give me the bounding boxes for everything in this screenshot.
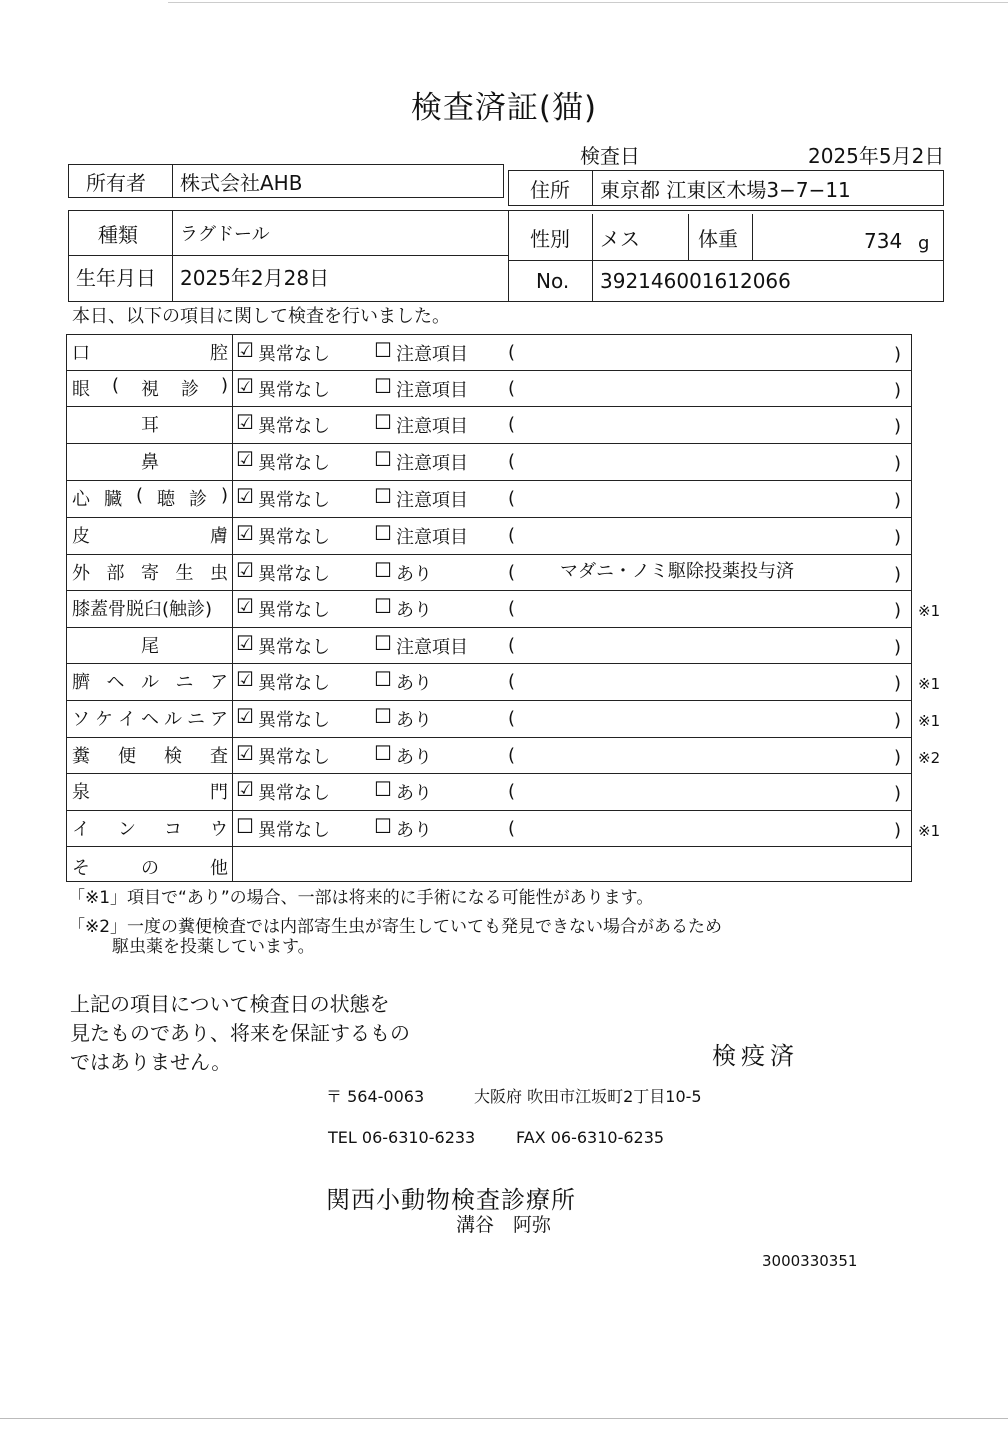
row-label-char: ル	[164, 709, 182, 730]
normal-option: 異常なし	[258, 453, 330, 474]
row-label	[66, 448, 232, 474]
doctor-name: 溝谷 阿弥	[456, 1214, 552, 1236]
checked-box-icon[interactable]: ☑	[236, 667, 254, 691]
alt-option: あり	[396, 747, 432, 768]
row-divider	[66, 554, 912, 555]
normal-option: 異常なし	[258, 600, 330, 621]
row-label-char: 聴	[156, 489, 175, 510]
row-label	[66, 632, 232, 658]
row-label-char: ウ	[210, 819, 228, 840]
close-paren: )	[894, 453, 902, 474]
intro-text: 本日、以下の項目に関して検査を行いました。	[72, 306, 450, 327]
checked-box-icon[interactable]: ☑	[236, 741, 254, 765]
breed-value: ラグドール	[180, 224, 270, 245]
checked-box-icon[interactable]: ☑	[236, 521, 254, 545]
row-label-char: 便	[118, 746, 136, 767]
divider	[592, 214, 593, 302]
close-paren: )	[894, 527, 902, 548]
exam-date-label: 検査日	[580, 144, 640, 168]
checked-box-icon[interactable]: ☑	[236, 447, 254, 471]
top-edge-line	[168, 2, 1008, 3]
row-label-char: 膝蓋骨脱臼(触診)	[72, 599, 213, 620]
open-paren: (	[508, 818, 516, 839]
alt-option: 注意項目	[396, 453, 468, 474]
normal-option: 異常なし	[258, 710, 330, 731]
row-label-char: 外	[72, 563, 90, 584]
checked-box-icon[interactable]: ☑	[236, 338, 254, 362]
footnote-2-cont: 駆虫薬を投薬しています。	[112, 937, 315, 957]
open-paren: (	[508, 488, 516, 509]
row-label-char: ル	[141, 672, 159, 693]
row-divider	[66, 737, 912, 738]
row-label-char: 臓	[103, 489, 122, 510]
checked-box-icon[interactable]: ☑	[236, 777, 254, 801]
divider	[508, 210, 509, 302]
note-mark: ※1	[918, 675, 941, 693]
alt-option: あり	[396, 600, 432, 621]
normal-option: 異常なし	[258, 490, 330, 511]
address-value: 東京都 江東区木場3−7−11	[600, 177, 851, 202]
row-label-char: 虫	[210, 563, 228, 584]
row-label	[66, 559, 232, 585]
row-label-char: 診	[180, 379, 199, 400]
row-label-char: 視	[141, 379, 159, 400]
close-paren: )	[894, 490, 902, 511]
disclaimer-line: 上記の項目について検査日の状態を	[70, 992, 390, 1016]
weight-unit: g	[918, 232, 930, 254]
close-paren: )	[894, 416, 902, 437]
breed-label: 種類	[98, 222, 138, 247]
divider	[172, 210, 173, 302]
row-label-char: 泉	[72, 782, 90, 803]
divider	[592, 170, 593, 206]
alt-option: 注意項目	[396, 380, 468, 401]
birth-label: 生年月日	[76, 265, 156, 290]
row-label-char: (	[111, 375, 120, 396]
row-label-char: 他	[210, 858, 228, 879]
note-mark: ※1	[918, 602, 941, 620]
row-label-char: イ	[72, 819, 90, 840]
row-divider	[66, 700, 912, 701]
normal-option: 異常なし	[258, 416, 330, 437]
close-paren: )	[894, 344, 902, 365]
checked-box-icon[interactable]: ☑	[236, 631, 254, 655]
clinic-fax: FAX 06-6310-6235	[516, 1128, 665, 1147]
row-label	[66, 668, 232, 694]
row-label-char: 口	[72, 343, 90, 364]
checkbox-icon[interactable]: ☐	[236, 814, 254, 838]
row-label-char: 心	[72, 489, 90, 510]
close-paren: )	[894, 747, 902, 768]
normal-option: 異常なし	[258, 820, 330, 841]
close-paren: )	[894, 564, 902, 585]
normal-option: 異常なし	[258, 747, 330, 768]
sex-label: 性別	[530, 226, 570, 251]
row-label-char: 腔	[210, 343, 228, 364]
row-label-char: ン	[118, 819, 136, 840]
no-label: No.	[536, 269, 570, 293]
row-label	[66, 522, 232, 548]
row-divider	[66, 627, 912, 628]
checkbox-icon[interactable]: ☐	[374, 338, 392, 362]
checkbox-icon[interactable]: ☐	[374, 777, 392, 801]
checked-box-icon[interactable]: ☑	[236, 594, 254, 618]
birth-value: 2025年2月28日	[180, 265, 330, 290]
close-paren: )	[894, 783, 902, 804]
row-label-char: 眼	[72, 379, 90, 400]
clinic-address: 大阪府 吹田市江坂町2丁目10-5	[474, 1087, 702, 1106]
alt-option: あり	[396, 710, 432, 731]
row-label-char: ニ	[175, 672, 194, 693]
alt-option: 注意項目	[396, 637, 468, 658]
alt-option: あり	[396, 820, 432, 841]
open-paren: (	[508, 562, 516, 583]
checkbox-icon[interactable]: ☐	[374, 410, 392, 434]
page-title: 検査済証(猫)	[410, 90, 598, 126]
row-label-char: 臍	[72, 672, 90, 693]
row-label-char: 診	[188, 489, 207, 510]
row-label	[66, 854, 232, 880]
row-label-char: ニ	[187, 709, 205, 730]
row-divider	[66, 443, 912, 444]
open-paren: (	[508, 598, 516, 619]
weight-value: 734	[864, 229, 903, 253]
close-paren: )	[894, 637, 902, 658]
row-divider	[66, 590, 912, 591]
alt-option: 注意項目	[396, 416, 468, 437]
row-label-char: (	[135, 485, 143, 506]
clinic-tel: TEL 06-6310-6233	[328, 1128, 476, 1147]
alt-option: 注意項目	[396, 490, 468, 511]
checkbox-icon[interactable]: ☐	[374, 594, 392, 618]
checked-box-icon[interactable]: ☑	[236, 484, 254, 508]
address-label: 住所	[530, 177, 570, 202]
checkbox-icon[interactable]: ☐	[374, 631, 392, 655]
disclaimer	[70, 990, 410, 1077]
row-label-char: 皮	[72, 526, 90, 547]
open-paren: (	[508, 671, 516, 692]
disclaimer-line: ではありません。	[70, 1050, 232, 1074]
footnote-2: 「※2」一度の糞便検査では内部寄生虫が寄生していても発見できない場合があるため	[68, 917, 723, 937]
row-divider	[66, 370, 912, 371]
row-label-char: 糞	[72, 746, 90, 767]
row-label-char: 査	[210, 746, 228, 767]
row-label-char: 部	[106, 563, 125, 584]
open-paren: (	[508, 635, 516, 656]
open-paren: (	[508, 745, 516, 766]
open-paren: (	[508, 451, 516, 472]
bottom-edge-line	[0, 1418, 1008, 1419]
row-label-char: ア	[210, 672, 228, 693]
divider	[752, 214, 753, 260]
exam-date: 2025年5月2日	[808, 144, 945, 168]
row-divider	[66, 773, 912, 774]
open-paren: (	[508, 342, 516, 363]
row-label	[66, 411, 232, 437]
normal-option: 異常なし	[258, 637, 330, 658]
owner-value: 株式会社AHB	[180, 170, 303, 195]
close-paren: )	[894, 600, 902, 621]
disclaimer-line: 見たものであり、将来を保証するもの	[70, 1021, 410, 1045]
row-label-char: 検	[164, 746, 182, 767]
row-divider	[66, 517, 912, 518]
open-paren: (	[508, 414, 516, 435]
checkbox-icon[interactable]: ☐	[374, 558, 392, 582]
normal-option: 異常なし	[258, 380, 330, 401]
open-paren: (	[508, 781, 516, 802]
weight-label: 体重	[698, 226, 738, 251]
row-label	[66, 778, 232, 804]
alt-option: 注意項目	[396, 344, 468, 365]
alt-option: 注意項目	[396, 527, 468, 548]
row-label-char: ヘ	[106, 672, 125, 693]
normal-option: 異常なし	[258, 344, 330, 365]
row-label-char: 鼻	[141, 452, 159, 473]
row-label-char: 生	[175, 563, 194, 584]
row-label-char: そ	[72, 858, 90, 879]
checked-box-icon[interactable]: ☑	[236, 374, 254, 398]
checkbox-icon[interactable]: ☐	[374, 704, 392, 728]
label-divider	[232, 334, 233, 882]
checked-box-icon[interactable]: ☑	[236, 558, 254, 582]
row-label-char: の	[141, 858, 159, 879]
postal-code: 〒 564-0063	[326, 1087, 425, 1106]
row-label-char: イ	[118, 709, 136, 730]
no-value: 392146001612066	[600, 269, 791, 293]
checkbox-icon[interactable]: ☐	[374, 374, 392, 398]
open-paren: (	[508, 378, 516, 399]
row-divider	[66, 846, 912, 847]
row-divider	[66, 480, 912, 481]
alt-option: あり	[396, 673, 432, 694]
close-paren: )	[894, 673, 902, 694]
remark-text: マダニ・ノミ駆除投薬投与済	[560, 561, 794, 582]
checked-box-icon[interactable]: ☑	[236, 704, 254, 728]
row-label-char: ソ	[72, 709, 90, 730]
close-paren: )	[894, 710, 902, 731]
open-paren: (	[508, 708, 516, 729]
note-mark: ※1	[918, 822, 941, 840]
row-label	[66, 375, 232, 401]
normal-option: 異常なし	[258, 673, 330, 694]
checkbox-icon[interactable]: ☐	[374, 447, 392, 471]
row-divider	[66, 406, 912, 407]
row-label	[66, 815, 232, 841]
checked-box-icon[interactable]: ☑	[236, 410, 254, 434]
divider	[688, 214, 689, 260]
owner-label: 所有者	[86, 170, 146, 195]
row-label-char: )	[220, 375, 228, 396]
footnote-1: 「※1」項目で“あり”の場合、一部は将来的に手術になる可能性があります。	[68, 888, 654, 908]
quarantine-stamp: 検疫済	[712, 1042, 799, 1070]
row-label	[66, 705, 232, 731]
row-label-char: ア	[210, 709, 228, 730]
close-paren: )	[894, 380, 902, 401]
alt-option: あり	[396, 783, 432, 804]
note-mark: ※2	[918, 749, 941, 767]
row-label-char: 耳	[141, 415, 159, 436]
row-label	[66, 485, 232, 511]
row-divider	[66, 663, 912, 664]
clinic-name: 関西小動物検査診療所	[326, 1186, 576, 1214]
alt-option: あり	[396, 564, 432, 585]
row-label-char: ヘ	[141, 709, 159, 730]
row-label-char: 膚	[210, 526, 228, 547]
checkbox-icon[interactable]: ☐	[374, 521, 392, 545]
normal-option: 異常なし	[258, 783, 330, 804]
normal-option: 異常なし	[258, 527, 330, 548]
checkbox-icon[interactable]: ☐	[374, 814, 392, 838]
row-label-char: 尾	[141, 636, 159, 657]
normal-option: 異常なし	[258, 564, 330, 585]
row-label	[66, 595, 232, 621]
checkbox-icon[interactable]: ☐	[374, 741, 392, 765]
checkbox-icon[interactable]: ☐	[374, 484, 392, 508]
row-label-char: 門	[210, 782, 228, 803]
checkbox-icon[interactable]: ☐	[374, 667, 392, 691]
row-label-char: 寄	[141, 563, 159, 584]
sex-value: メス	[600, 226, 640, 251]
divider	[172, 164, 173, 198]
close-paren: )	[894, 820, 902, 841]
row-label	[66, 742, 232, 768]
serial-number: 3000330351	[762, 1252, 858, 1270]
row-label-char: ケ	[95, 709, 113, 730]
open-paren: (	[508, 525, 516, 546]
row-label	[66, 339, 232, 365]
row-label-char: )	[220, 485, 228, 506]
note-mark: ※1	[918, 712, 941, 730]
row-divider	[66, 810, 912, 811]
row-label-char: コ	[164, 819, 182, 840]
